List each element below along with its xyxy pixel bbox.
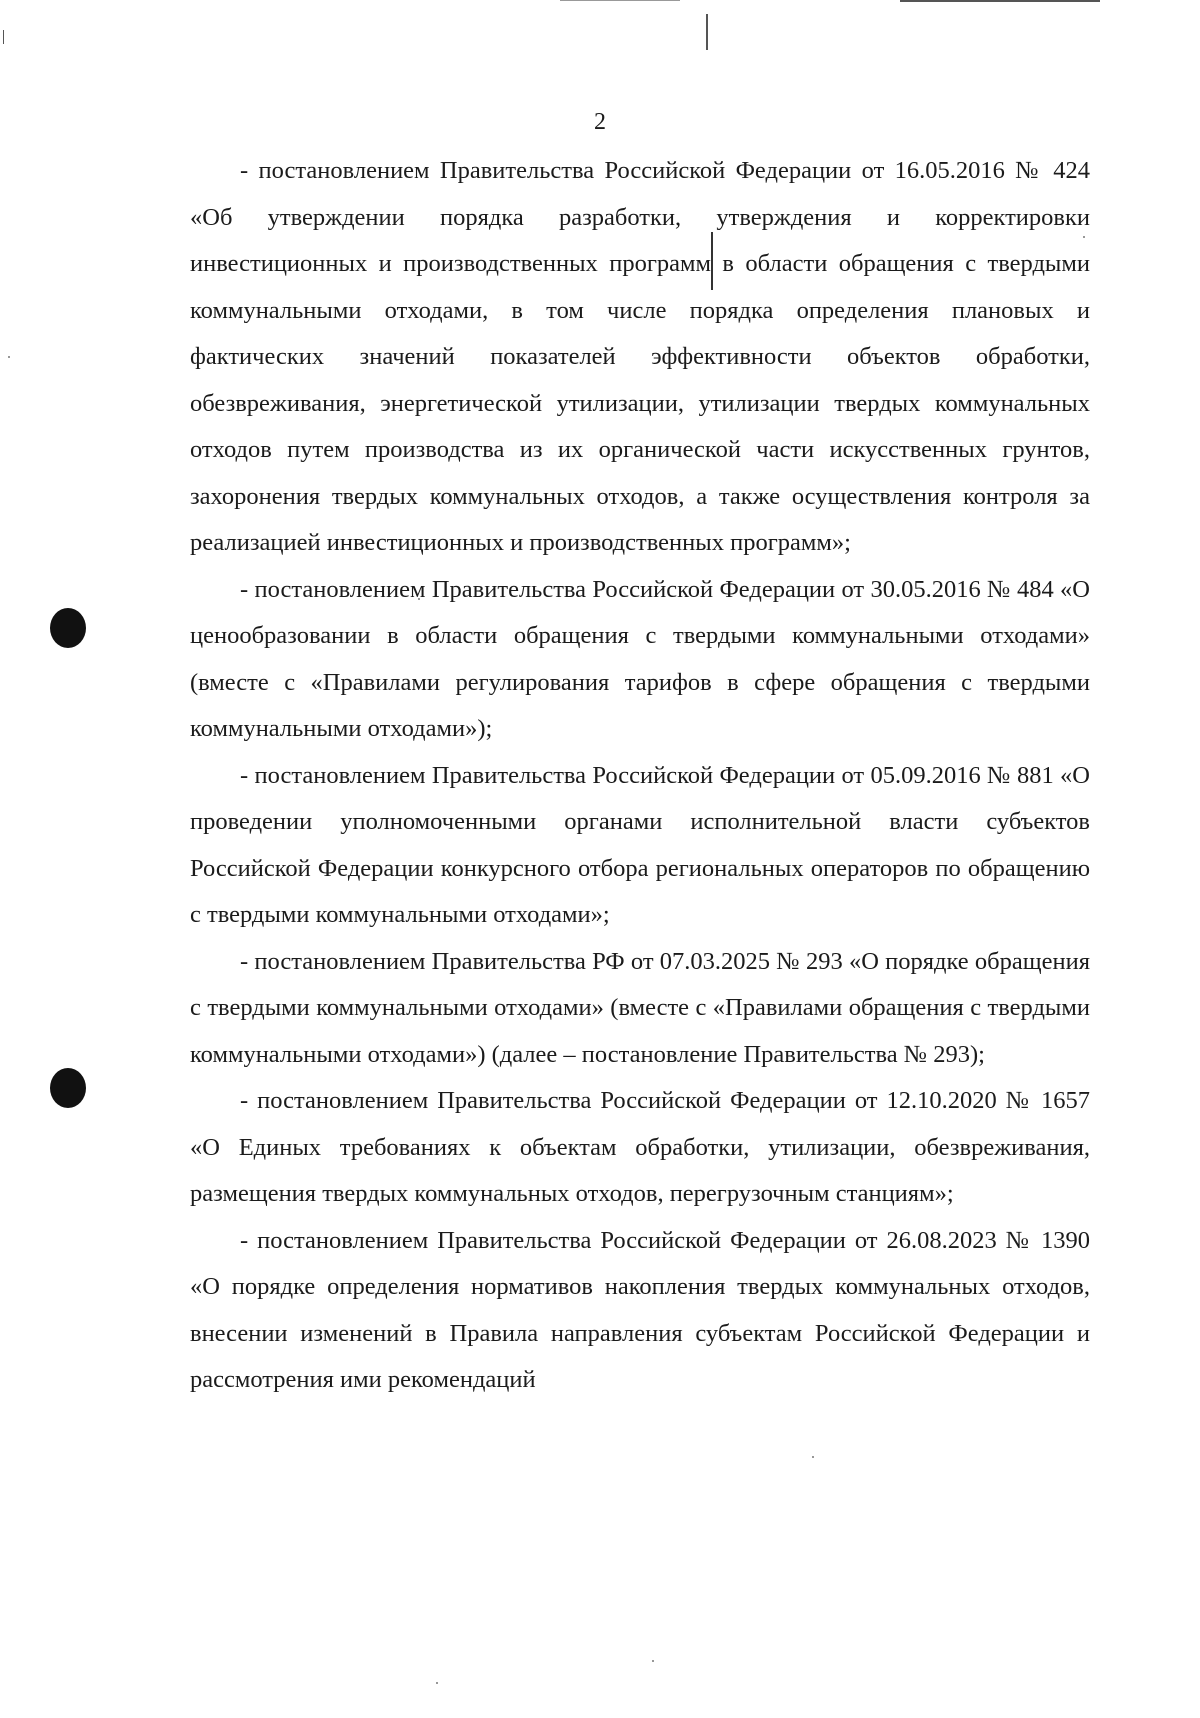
top-edge-mark bbox=[560, 0, 680, 1]
scan-speck bbox=[652, 1660, 654, 1662]
document-body bbox=[190, 148, 1090, 1404]
left-edge-mark bbox=[3, 30, 4, 44]
top-edge-mark bbox=[900, 0, 1100, 2]
vertical-scan-mark bbox=[706, 14, 708, 50]
paragraph: - постановлением Правительства Российской Федерации от 05.09.2016 № 881 «О проведении уполномоченными органами исполнительной власти субъектов Российской Федерации конкурсного отбора региональных операторов по обращению с твердыми коммунальными отходами»; bbox=[190, 761, 1090, 928]
paragraph: - постановлением Правительства Российской Федерации от 30.05.2016 № 484 «О ценообразовании в области обращения с твердыми коммунальными отходами» (вместе с «Правилами регулирования тарифов в сфере обращения с твердыми коммунальными отходами»); bbox=[190, 575, 1090, 742]
paragraph: - постановлением Правительства Российской Федерации от 16.05.2016 № 424 «Об утверждении порядка разработки, утверждения и корректировки инвестиционных и производственных программ в области обращения с твердыми коммунальными отходами, в том числе порядка определения плановых и фактических значений показателей эффективности объектов обработки, обезвреживания, энергетической утилизации, утилизации твердых коммунальных отходов путем производства из их органической части искусственных грунтов, захоронения твердых коммунальных отходов, а также осуществления контроля за реализацией инвестиционных и производственных программ»; bbox=[190, 157, 1090, 556]
paragraph: - постановлением Правительства Российской Федерации от 26.08.2023 № 1390 «О порядке определения нормативов накопления твердых коммунальных отходов, внесении изменений в Правила направления субъектам Российской Федерации и рассмотрения ими рекомендаций bbox=[190, 1226, 1090, 1393]
scan-speck bbox=[812, 1456, 814, 1458]
binder-punch-hole bbox=[50, 608, 86, 648]
paragraph: - постановлением Правительства Российской Федерации от 12.10.2020 № 1657 «О Единых требованиях к объектам обработки, утилизации, обезвреживания, размещения твердых коммунальных отходов, перегрузочным станциям»; bbox=[190, 1087, 1090, 1207]
scan-speck bbox=[8, 356, 10, 358]
paragraph: - постановлением Правительства РФ от 07.03.2025 № 293 «О порядке обращения с твердыми коммунальными отходами» (вместе с «Правилами обращения с твердыми коммунальными отходами») (далее – постановление Правительства № 293); bbox=[190, 947, 1090, 1068]
scan-speck bbox=[436, 1682, 438, 1684]
binder-punch-hole bbox=[50, 1068, 86, 1108]
page-number: 2 bbox=[594, 109, 606, 135]
